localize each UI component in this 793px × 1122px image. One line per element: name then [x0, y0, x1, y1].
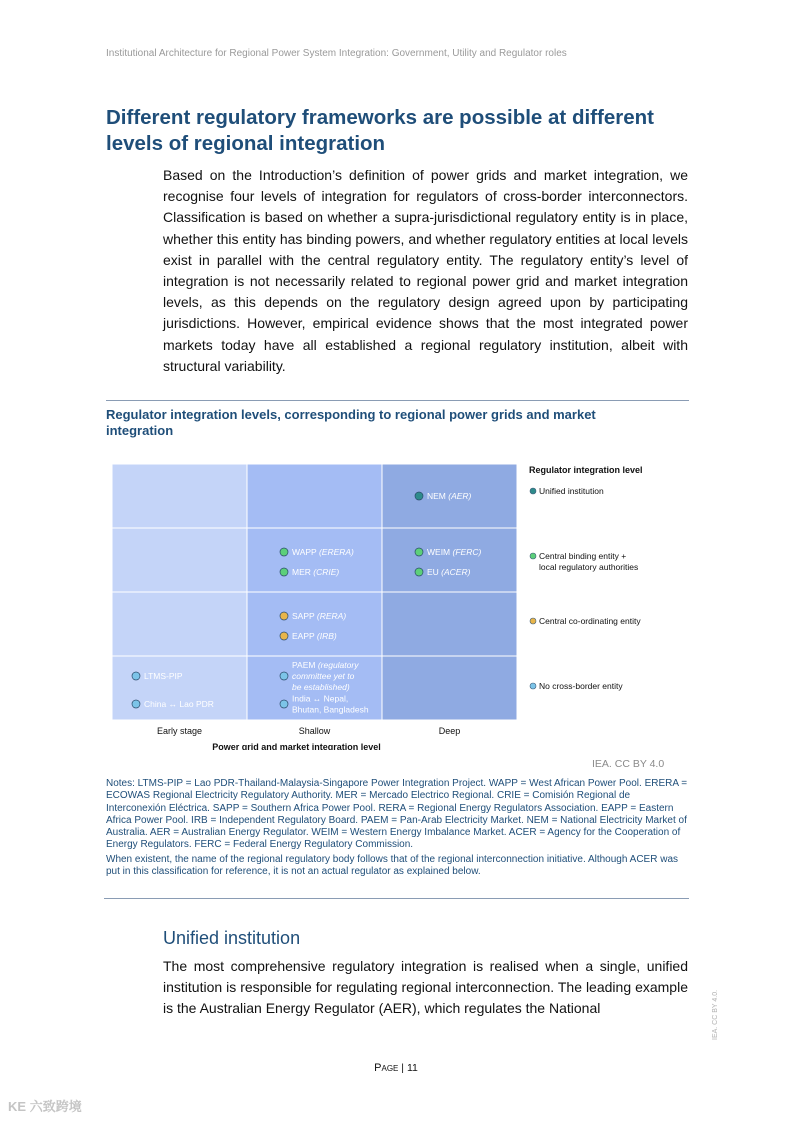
- data-point-label: PAEM (regulatory: [292, 660, 359, 670]
- data-point: [280, 568, 288, 576]
- legend-label: Unified institution: [539, 486, 604, 496]
- x-tick-label: Deep: [438, 726, 461, 736]
- regulator-integration-chart: [104, 458, 664, 755]
- x-tick-label: Early stage: [156, 726, 203, 736]
- data-point-label: EU (ACER): [427, 567, 471, 577]
- watermark-text: 六致跨境: [29, 1099, 82, 1114]
- matrix-cell: [382, 528, 517, 592]
- figure-bottom-rule: [104, 898, 689, 899]
- data-point: [280, 672, 288, 680]
- data-point: [280, 548, 288, 556]
- side-license: IEA. CC BY 4.0.: [712, 989, 719, 1040]
- intro-paragraph: Based on the Introduction’s definition of power grids and market integration, we recognise four levels of integration for regulators of cross-border interconnectors. Classification is based on whether a supra-jurisdictional regulatory entity is in place, whether this entity has binding powers, and whether regulatory entities at local levels exist in parallel with the central regulatory entity. The regulatory entity’s level of integration is not necessarily related to regional power grid and market integration levels, as this depends on the regulatory design agreed upon by participating jurisdictions. However, empirical evidence shows that the most integrated power markets today have all established a regional regulatory institution, albeit with structural variability.: [163, 167, 688, 374]
- data-point-label: SAPP (RERA): [292, 611, 347, 621]
- matrix-cell: [382, 592, 517, 656]
- data-point: [415, 568, 423, 576]
- figure-source: IEA. CC BY 4.0: [592, 758, 665, 770]
- matrix-cell: [382, 656, 517, 720]
- legend-marker: [530, 488, 536, 494]
- data-point-label: NEM (AER): [427, 491, 472, 501]
- data-point: [280, 700, 288, 708]
- legend-title: Regulator integration level: [529, 465, 643, 475]
- section-heading: Unified institution: [163, 928, 301, 948]
- page-footer: Page | 11: [374, 1062, 418, 1074]
- x-axis-label: Power grid and market integration level: [212, 742, 381, 750]
- data-point-label: WAPP (ERERA): [292, 547, 354, 557]
- data-point: [132, 672, 140, 680]
- matrix-cell: [112, 656, 247, 720]
- data-point: [415, 492, 423, 500]
- data-point-label: MER (CRIE): [292, 567, 340, 577]
- section-paragraph: The most comprehensive regulatory integration is realised when a single, unified institution is responsible for regulating regional interconnection. The leading example is the Australian Energy Regulator (AER), which regulates the National: [163, 958, 688, 1017]
- legend-label-cont: local regulatory authorities: [539, 562, 639, 572]
- data-point-label: China ↔ Lao PDR: [144, 699, 214, 709]
- watermark: [8, 1096, 82, 1115]
- data-point-label: LTMS-PIP: [144, 671, 183, 681]
- data-point-label: EAPP (IRB): [292, 631, 337, 641]
- data-point-label: be established): [292, 682, 350, 692]
- matrix-cell: [112, 464, 247, 528]
- matrix-cell: [112, 592, 247, 656]
- matrix-cell: [112, 528, 247, 592]
- legend-label: Central co-ordinating entity: [539, 616, 641, 626]
- matrix-cell: [247, 528, 382, 592]
- figure-notes: [106, 778, 689, 880]
- legend-marker: [530, 683, 536, 689]
- data-point-label: Bhutan, Bangladesh: [292, 704, 369, 715]
- notes-abbreviations: Notes: LTMS-PIP = Lao PDR-Thailand-Malaysia-Singapore Power Integration Project. WAPP = West African Power Pool. ERERA = ECOWAS Regional Electricity Regulatory Authority. MER = Mercado Electrico Regional. CRIE = Comisión Regional de Interconexión Eléctrica. SAPP = Southern Africa Power Pool. RERA = Regional Energy Regulators Association. EAPP = Eastern Africa Power Pool. IRB = Independent Regulatory Board. PAEM = Pan-Arab Electricity Market. NEM = National Electricity Market of Australia. AER = Australian Energy Regulator. WEIM = Western Energy Imbalance Market. ACER = Agency for the Cooperation of Energy Regulators. FERC = Federal Energy Regulatory Commission.: [106, 778, 688, 851]
- watermark-mark: KE: [8, 1099, 27, 1114]
- legend-label: No cross-border entity: [539, 681, 623, 691]
- page-title: Different regulatory frameworks are possible at different levels of regional integration: [106, 106, 654, 155]
- matrix-cell: [247, 464, 382, 528]
- page-number: 11: [406, 1062, 418, 1074]
- legend-label: Central binding entity +: [539, 551, 627, 561]
- data-point-label: committee yet to: [292, 671, 355, 681]
- running-header: Institutional Architecture for Regional Power System Integration: Government, Utility and Regulator roles: [106, 48, 567, 59]
- data-point: [415, 548, 423, 556]
- matrix-cell: [247, 592, 382, 656]
- data-point-label: India ↔ Nepal,: [292, 693, 349, 704]
- data-point: [280, 632, 288, 640]
- legend-marker: [530, 618, 536, 624]
- data-point-label: WEIM (FERC): [427, 547, 482, 557]
- notes-explanation: When existent, the name of the regional regulatory body follows that of the regional interconnection initiative. Although ACER was put in this classification for reference, it is not an actual regulator as explained below.: [106, 853, 679, 878]
- data-point: [132, 700, 140, 708]
- x-tick-label: Shallow: [298, 726, 331, 736]
- legend-marker: [530, 553, 536, 559]
- chart-svg: [104, 458, 664, 750]
- figure-title: Regulator integration levels, corresponding to regional power grids and market integration: [106, 407, 596, 438]
- figure-top-rule: [106, 400, 689, 401]
- data-point: [280, 612, 288, 620]
- page-label: Page: [374, 1062, 399, 1074]
